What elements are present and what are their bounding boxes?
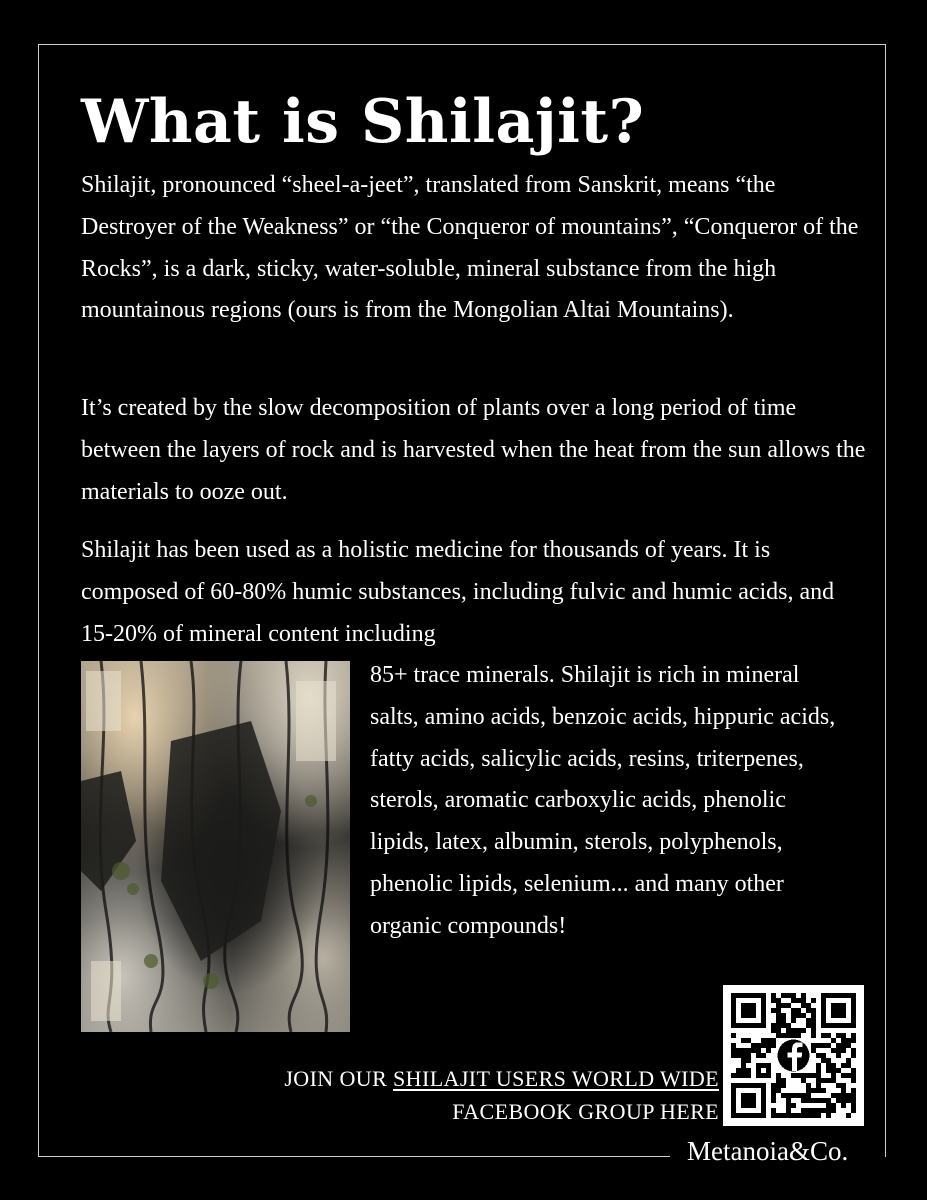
composition-paragraph: Shilajit has been used as a holistic medicine for thousands of years. It is composed of 60-80% humic substances, including fulvic and humic acids, and 15-20% of mineral content including [81,537,835,647]
facebook-group-link[interactable]: SHILAJIT USERS WORLD WIDE [393,1066,719,1091]
qr-code[interactable] [723,985,864,1126]
origin-paragraph: It’s created by the slow decomposition of plants over a long period of time between the layers of rock and is harvested when the heat from the sun allows the materials to ooze out. [81,395,866,505]
composition-paragraph-continued: 85+ trace minerals. Shilajit is rich in mineral salts, amino acids, benzoic acids, hippuric acids, fatty acids, salicylic acids, resins, triterpenes, sterols, aromatic carboxylic acids, phenolic lipids, latex, albumin, sterols, polyphenols, phenolic lipids, selenium... and many other organic compounds! [370,662,836,939]
intro-paragraph: Shilajit, pronounced “sheel-a-jeet”, translated from Sanskrit, means “the Destroyer of the Weakness” or “the Conqueror of mountains”, “Conqueror of the Rocks”, is a dark, sticky, water-soluble, mineral substance from the high mountainous regions (ours is from the Mongolian Altai Mountains). [81,172,859,324]
qr-code-pattern [731,993,856,1118]
cta-prefix: JOIN OUR [284,1066,394,1091]
page-border-bottom [38,1156,670,1157]
page-title: What is Shilajit? [81,87,645,157]
facebook-icon [778,1040,810,1072]
rock-cliff-image [81,661,350,1032]
cta-suffix: FACEBOOK GROUP HERE [452,1099,719,1124]
facebook-group-cta [284,1062,719,1128]
brand-name: Metanoia&Co. [687,1136,849,1166]
